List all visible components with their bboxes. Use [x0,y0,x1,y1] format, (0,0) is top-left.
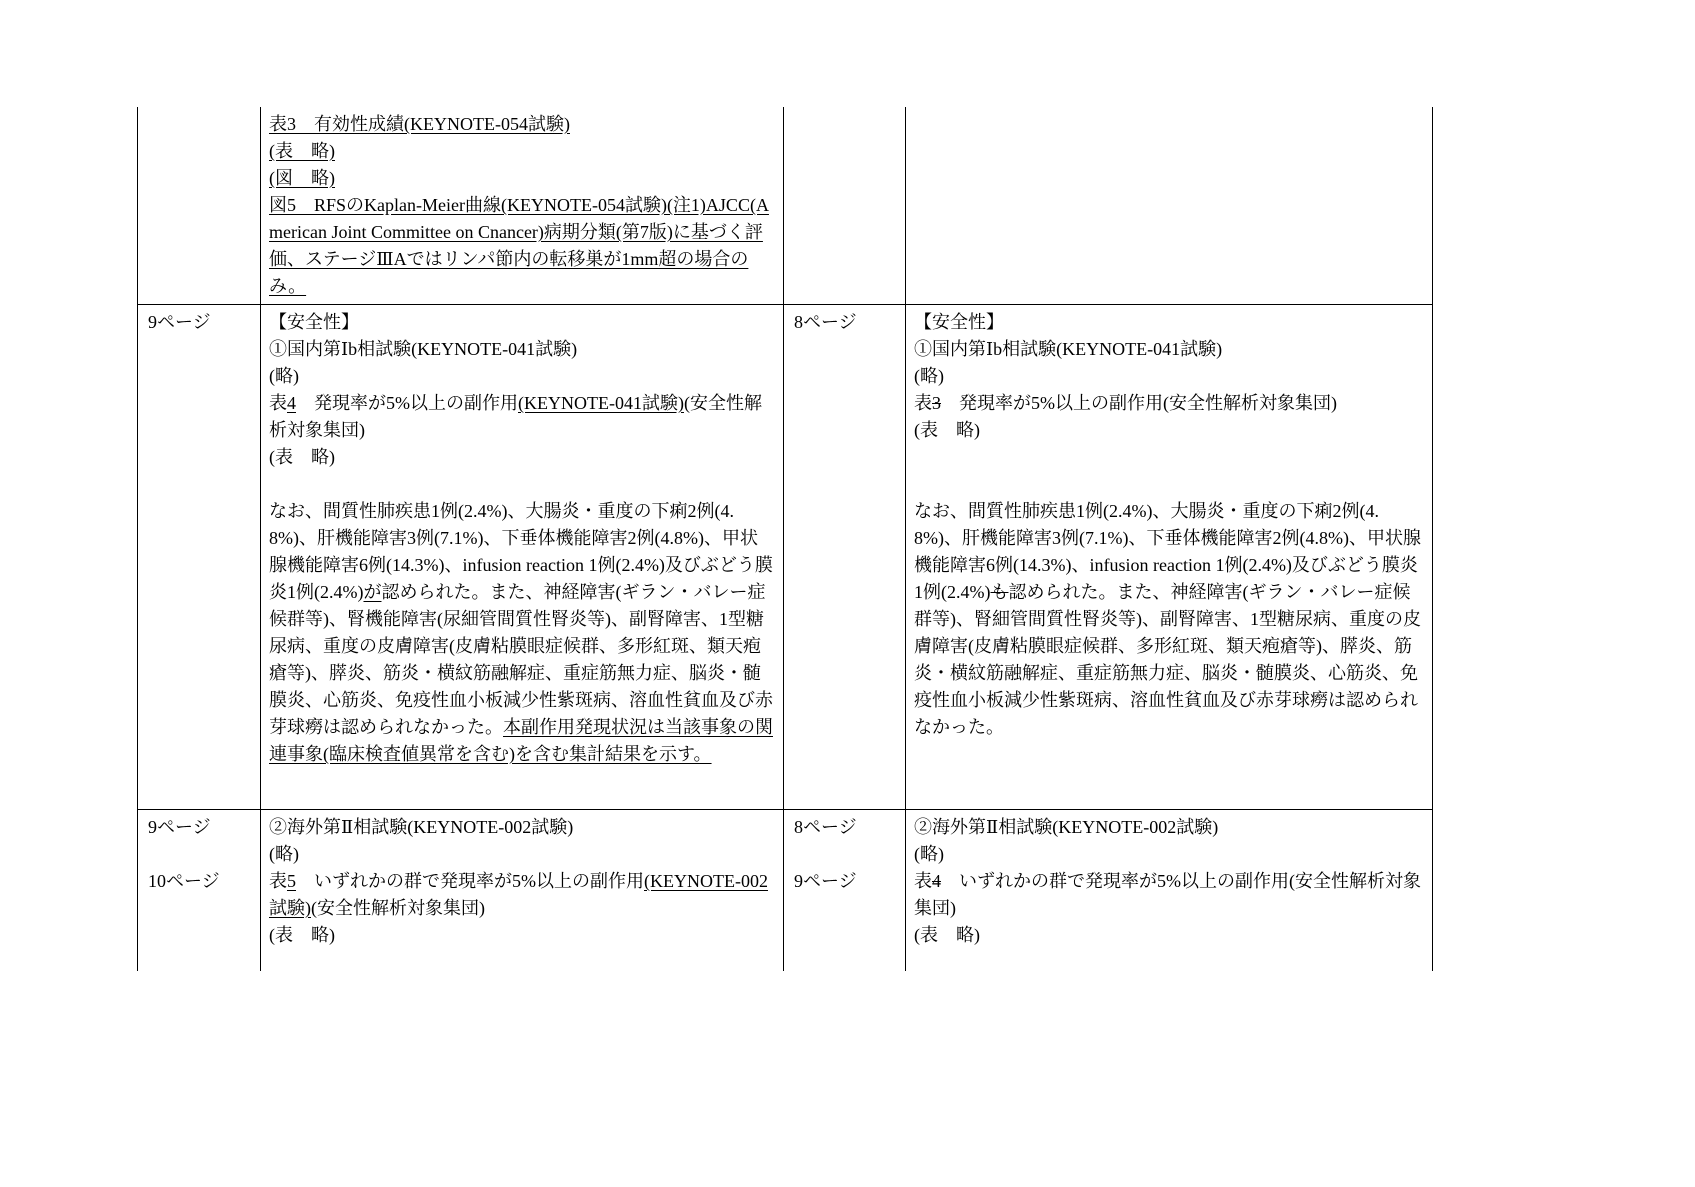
text-run: (略) [914,366,944,386]
text-run: (安全性解析対象集団) [269,393,762,440]
paragraph [269,309,775,336]
text-run: (表 略) [269,447,335,467]
left-page-cell [138,810,261,971]
table-row [138,305,1433,810]
comparison-table-body [138,107,1433,971]
paragraph [914,498,1424,741]
paragraph [269,192,775,300]
text-run: (安全性解析対象集団) [311,898,485,918]
deleted-text: 4 [932,871,941,891]
paragraph [269,138,775,165]
paragraph [914,922,1424,949]
paragraph [269,471,775,498]
paragraph [269,814,775,841]
right-page-cell [784,810,906,971]
paragraph [914,814,1424,841]
deleted-text: 3 [932,393,941,413]
right-page-cell [784,107,906,305]
text-run: なお、間質性肺疾患1例(2.4%)、大腸炎・重度の下痢2例(4.8%)、肝機能障害3例(7.1%)、下垂体機能障害2例(4.8%)、甲状腺機能障害6例(14.3%)、infusion reaction 1例(2.4%)及びぶどう膜炎1例(2.4%) [269,501,773,602]
text-run: 発現率が5%以上の副作用 [296,393,518,413]
left-content-cell [261,107,784,305]
paragraph [914,444,1424,471]
paragraph [269,336,775,363]
page-label: 9ページ [148,817,211,837]
paragraph [914,309,1424,336]
right-content-cell [906,107,1433,305]
text-run: 認められた。また、神経障害(ギラン・バレー症候群等)、腎細管間質性腎炎等)、副腎障害、1型糖尿病、重度の皮膚障害(皮膚粘膜眼症候群、多形紅斑、類天疱瘡等)、膵炎、筋炎・横紋筋融解症、重症筋無力症、脳炎・髄膜炎、心筋炎、免疫性血小板減少性紫斑病、溶血性貧血及び赤芽球癆は認められなかった。 [914,582,1421,737]
page-label: 9ページ [148,312,211,332]
left-content-cell [261,305,784,810]
text-run: 【安全性】 [914,312,1004,332]
paragraph [914,390,1424,417]
left-page-cell [138,107,261,305]
right-content-cell [906,305,1433,810]
page-label: 10ページ [148,871,220,891]
inserted-text: が [363,582,382,602]
page-label [148,841,252,868]
text-run: 認められた。また、神経障害(ギラン・バレー症候群等)、腎機能障害(尿細管間質性腎炎等)、副腎障害、1型糖尿病、重度の皮膚障害(皮膚粘膜眼症候群、多形紅斑、類天疱瘡等)、膵炎、筋炎・横紋筋融解症、重症筋無力症、脳炎・髄膜炎、心筋炎、免疫性血小板減少性紫斑病、溶血性貧血及び赤芽球癆は認められなかった。 [269,582,773,737]
inserted-text: (KEYNOTE-041試験) [518,393,684,413]
paragraph [269,922,775,949]
text-run: ②海外第Ⅱ相試験(KEYNOTE-002試験) [914,817,1219,837]
paragraph [269,498,775,768]
text-run: 表 [914,393,932,413]
paragraph [269,868,775,922]
deleted-text: も [990,582,1009,602]
page-label: 8ページ [794,312,857,332]
text-run: いずれかの群で発現率が5%以上の副作用 [296,871,644,891]
inserted-text: (図 略) [269,168,335,188]
text-run: 表 [914,871,932,891]
paragraph [914,363,1424,390]
inserted-text: 図5 RFSのKaplan-Meier曲線(KEYNOTE-054試験)(注1)AJCC(American Joint Committee on Cnancer)病期分類(第7版)に基づく評価、ステージⅢAではリンパ節内の転移巣が1mm超の場合のみ。 [269,195,769,296]
text-run: なお、間質性肺疾患1例(2.4%)、大腸炎・重度の下痢2例(4.8%)、肝機能障害3例(7.1%)、下垂体機能障害2例(4.8%)、甲状腺機能障害6例(14.3%)、infusion reaction 1例(2.4%)及びぶどう膜炎1例(2.4%) [914,501,1421,602]
paragraph [914,868,1424,922]
right-content-cell [906,810,1433,971]
paragraph [269,390,775,444]
text-run: (略) [269,844,299,864]
table-row [138,107,1433,305]
text-run: 表 [269,871,287,891]
text-run: 発現率が5%以上の副作用(安全性解析対象集団) [941,393,1337,413]
paragraph [269,165,775,192]
left-content-cell [261,810,784,971]
inserted-text: (KEYNOTE-002試験) [269,871,768,918]
comparison-table [137,107,1433,971]
paragraph [269,363,775,390]
text-run: ①国内第Ⅰb相試験(KEYNOTE-041試験) [269,339,578,359]
inserted-text: 表3 有効性成績(KEYNOTE-054試験) [269,114,570,134]
paragraph [914,417,1424,444]
text-run: (表 略) [914,925,980,945]
inserted-text: 5 [287,871,296,891]
text-run: (略) [269,366,299,386]
text-run: (略) [914,844,944,864]
page-label [794,841,897,868]
text-run: いずれかの群で発現率が5%以上の副作用(安全性解析対象集団) [914,871,1421,918]
paragraph [269,111,775,138]
inserted-text: 4 [287,393,296,413]
text-run: ①国内第Ⅰb相試験(KEYNOTE-041試験) [914,339,1223,359]
paragraph [914,471,1424,498]
left-page-cell [138,305,261,810]
inserted-text: (表 略) [269,141,335,161]
page-label: 9ページ [794,871,857,891]
paragraph [269,841,775,868]
text-run: ②海外第Ⅱ相試験(KEYNOTE-002試験) [269,817,574,837]
text-run: 表 [269,393,287,413]
text-run: (表 略) [914,420,980,440]
table-row [138,810,1433,971]
inserted-text: 本副作用発現状況は当該事象の関連事象(臨床検査値異常を含む)を含む集計結果を示す。 [269,717,773,764]
right-page-cell [784,305,906,810]
paragraph [914,336,1424,363]
paragraph [269,444,775,471]
page-label: 8ページ [794,817,857,837]
text-run: 【安全性】 [269,312,359,332]
paragraph [914,841,1424,868]
text-run: (表 略) [269,925,335,945]
